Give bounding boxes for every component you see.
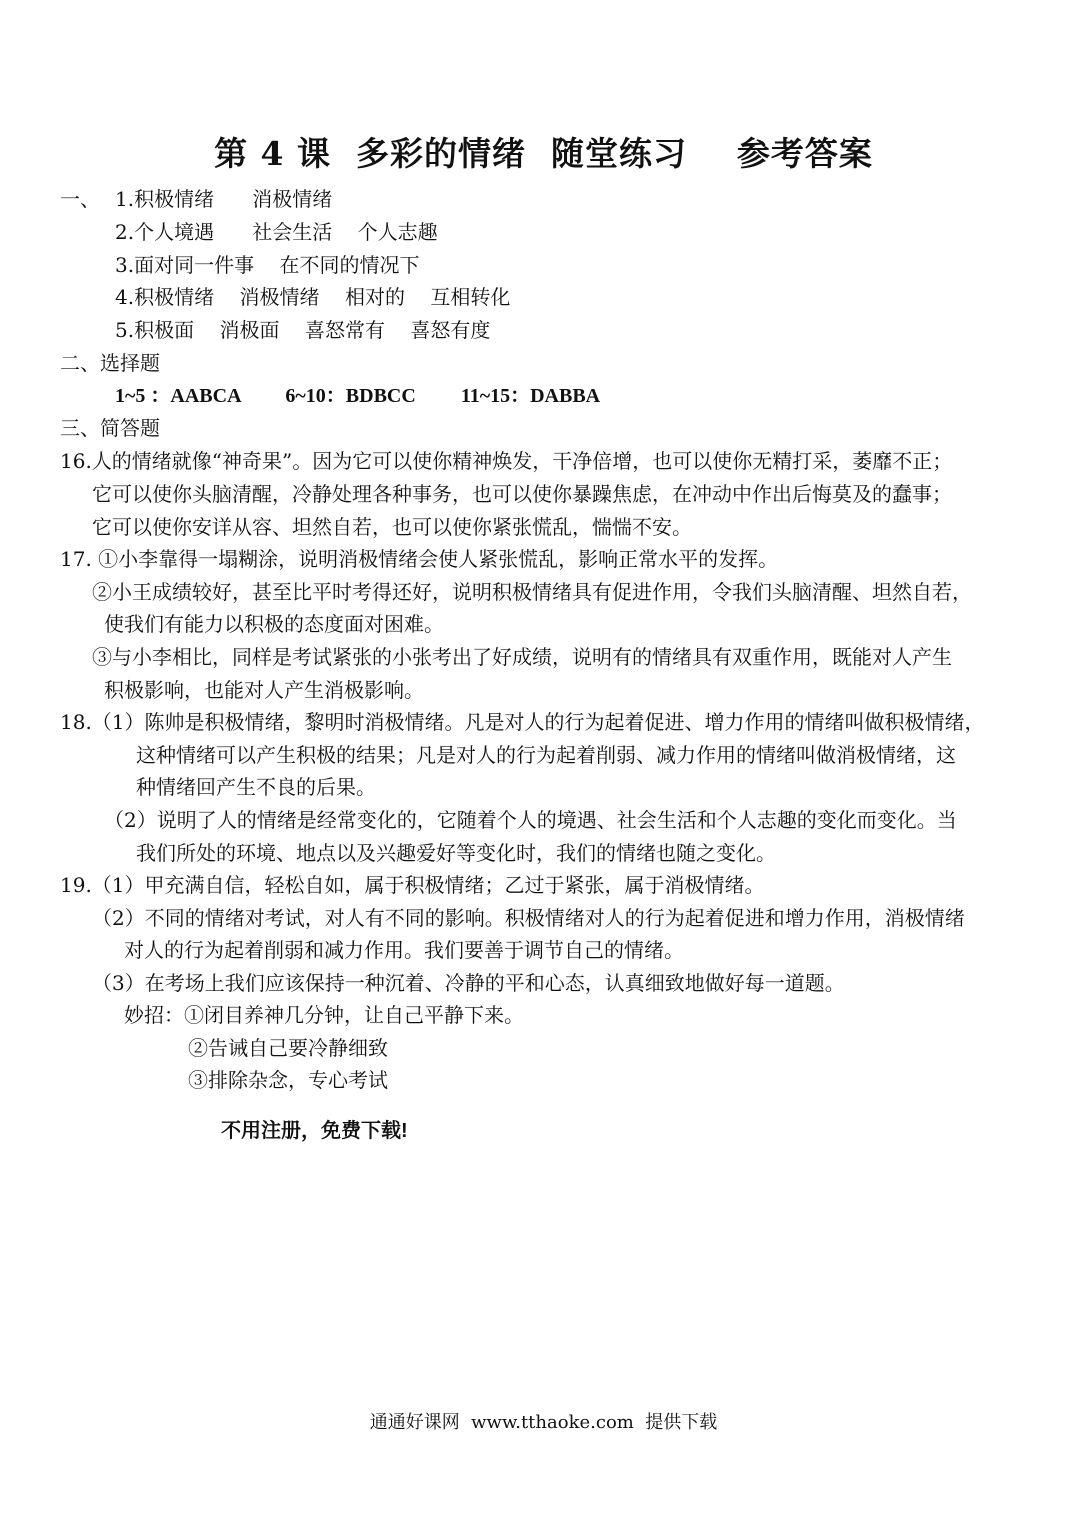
page-title: 第 4 课 多彩的情绪 随堂练习 参考答案 — [214, 134, 873, 173]
q18-line-5: 我们所处的环境、地点以及兴趣爱好等变化时，我们的情绪也随之变化。 — [136, 841, 776, 865]
q17-line-2: ②小王成绩较好，甚至比平时考得还好，说明积极情绪具有促进作用，令我们头脑清醒、坦然自若， — [92, 580, 972, 604]
section1-item-4: 4.积极情绪 消极情绪 相对的 互相转化 — [115, 285, 511, 309]
q17-line-5: 积极影响，也能对人产生消极影响。 — [104, 678, 424, 702]
q19-tip-1: 妙招：①闭目养神几分钟，让自己平静下来。 — [124, 1003, 524, 1027]
section2-heading: 二、选择题 — [60, 351, 160, 375]
q18-line-4: （2）说明了人的情绪是经常变化的，它随着个人的境遇、社会生活和个人志趣的变化而变化。当 — [104, 808, 957, 832]
q19-line-4: （3）在考场上我们应该保持一种沉着、冷静的平和心态，认真细致地做好每一道题。 — [92, 971, 845, 995]
section1-item-5: 5.积极面 消极面 喜怒常有 喜怒有度 — [115, 318, 491, 342]
q18-line-3: 种情绪回产生不良的后果。 — [136, 775, 376, 799]
q19-line-1: 19.（1）甲充满自信，轻松自如，属于积极情绪；乙过于紧张，属于消极情绪。 — [60, 873, 765, 897]
q16-line-2: 它可以使你头脑清醒，冷静处理各种事务，也可以使你暴躁焦虑，在冲动中作出后悔莫及的蠢事； — [92, 482, 952, 506]
q16-line-3: 它可以使你安详从容、坦然自若，也可以使你紧张慌乱，惴惴不安。 — [92, 515, 692, 539]
free-download-notice: 不用注册，免费下载! — [221, 1120, 408, 1142]
multiple-choice-answers: 1~5 ：AABCA 6~10：BDBCC 11~15：DABBA — [115, 385, 601, 407]
section1-item-1: 1.积极情绪 消极情绪 — [115, 187, 333, 211]
q17-line-3: 使我们有能力以积极的态度面对困难。 — [104, 612, 444, 636]
section1-item-3: 3.面对同一件事 在不同的情况下 — [115, 253, 420, 277]
q18-line-1: 18.（1）陈帅是积极情绪，黎明时消极情绪。凡是对人的行为起着促进、增力作用的情绪叫做积极情绪， — [60, 710, 985, 734]
q19-tip-2: ②告诫自己要冷静细致 — [188, 1036, 388, 1060]
q19-line-2: （2）不同的情绪对考试，对人有不同的影响。积极情绪对人的行为起着促进和增力作用，消极情绪 — [92, 906, 965, 930]
q17-line-4: ③与小李相比，同样是考试紧张的小张考出了好成绩，说明有的情绪具有双重作用，既能对人产生 — [92, 645, 952, 669]
q16-line-1: 16.人的情绪就像“神奇果”。因为它可以使你精神焕发，干净倍增，也可以使你无精打采，萎靡不正； — [60, 449, 953, 473]
q18-line-2: 这种情绪可以产生积极的结果；凡是对人的行为起着削弱、减力作用的情绪叫做消极情绪，这 — [136, 743, 956, 767]
section1-item-2: 2.个人境遇 社会生活 个人志趣 — [115, 220, 438, 244]
section1-heading: 一、 — [60, 187, 100, 211]
q19-line-3: 对人的行为起着削弱和减力作用。我们要善于调节自己的情绪。 — [124, 938, 684, 962]
page-footer: 通通好课网 www.tthaoke.com 提供下载 — [369, 1412, 718, 1433]
section3-heading: 三、简答题 — [60, 416, 160, 440]
q19-tip-3: ③排除杂念，专心考试 — [188, 1068, 388, 1092]
q17-line-1: 17. ①小李靠得一塌糊涂，说明消极情绪会使人紧张慌乱，影响正常水平的发挥。 — [60, 547, 779, 571]
